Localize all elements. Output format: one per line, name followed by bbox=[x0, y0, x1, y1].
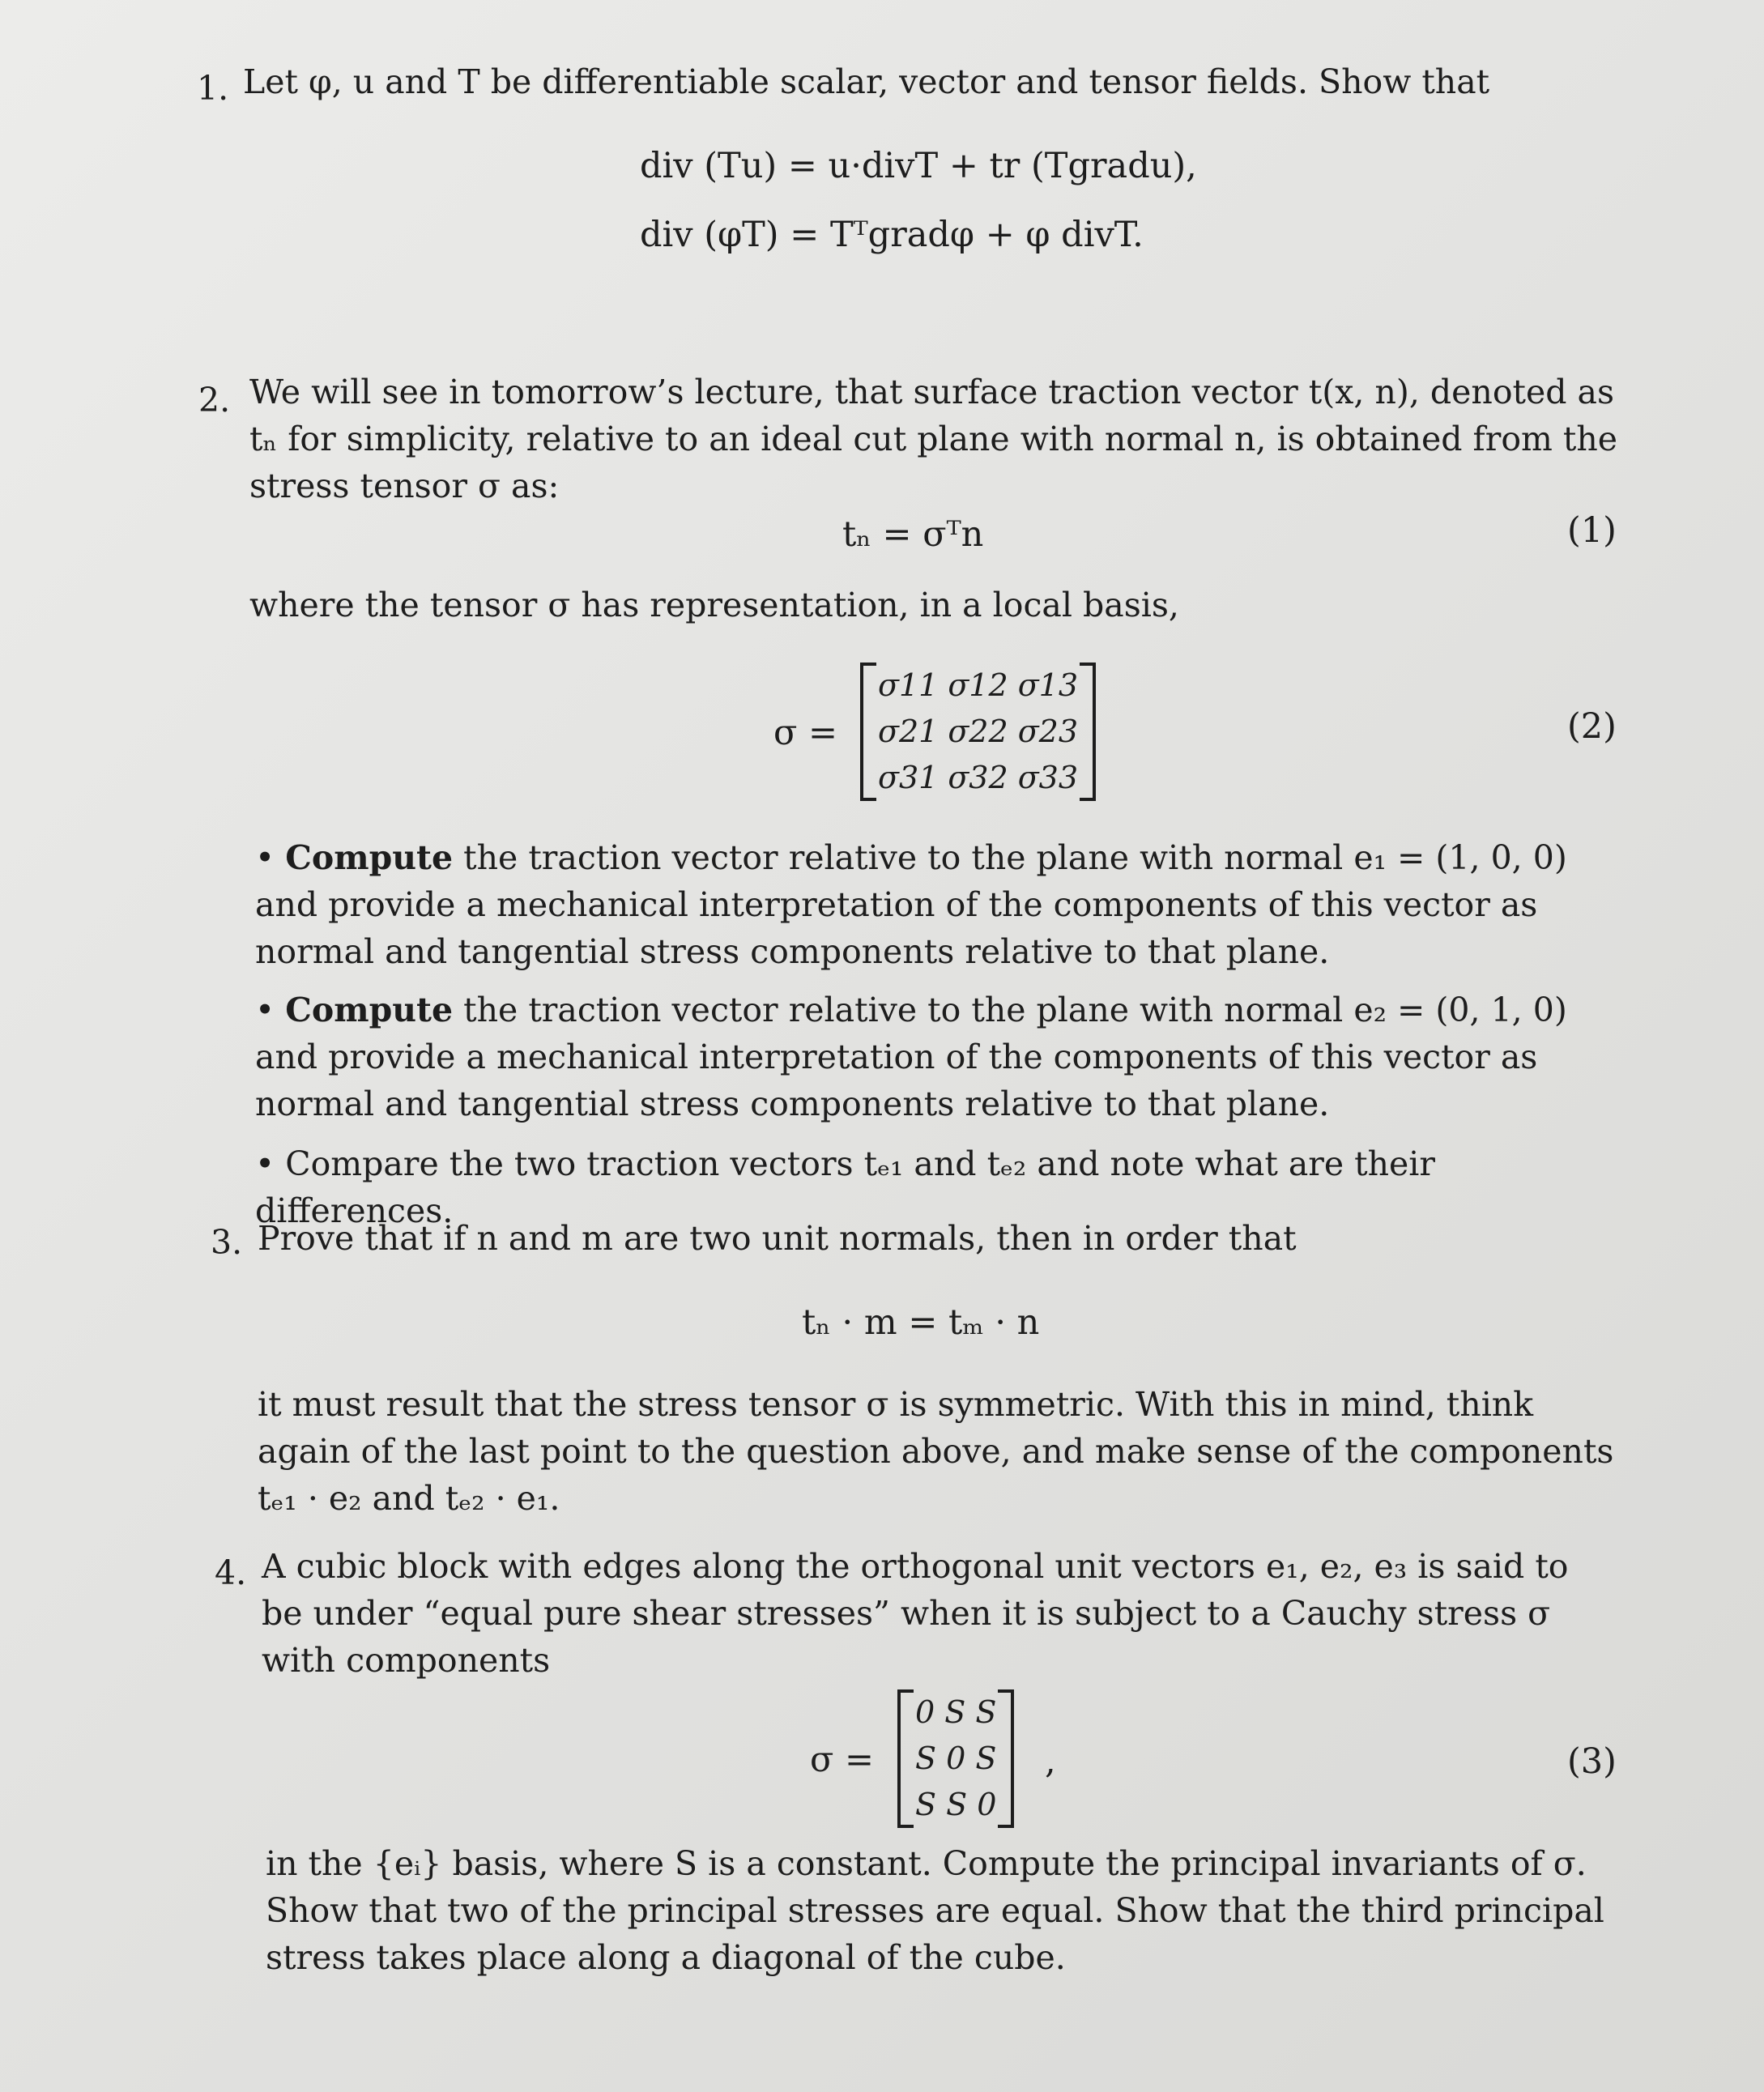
bullet-dot: • bbox=[255, 991, 286, 1029]
q2-text: We will see in tomorrow’s lecture, that surface traction vector t(x, n), denoted as tₙ for simplicity, relative to an ideal cut plane with normal n, is obtained from the stress tensor σ as: bbox=[249, 373, 1618, 505]
q4-equation-label: (3) bbox=[1567, 1741, 1617, 1782]
bullet-text: the traction vector relative to the plane with normal e₂ = (0, 1, 0) and provide a mechanical interpretation of the components of this vector as normal and tangential stress components relative to that plane. bbox=[255, 991, 1567, 1123]
q2-equation-1-label: (1) bbox=[1567, 510, 1617, 551]
q4-shear-matrix bbox=[897, 1689, 1014, 1828]
q1-number: 1. bbox=[197, 69, 229, 108]
q4-text: A cubic block with edges along the orthogonal unit vectors e₁, e₂, e₃ is said to be under “equal pure shear stresses” when it is subject to a Cauchy stress σ with components bbox=[262, 1547, 1569, 1680]
q2-bullet-1 bbox=[255, 834, 1616, 975]
q2-equation-1: tₙ = σᵀn bbox=[842, 514, 984, 555]
matrix-row: S S 0 bbox=[915, 1787, 997, 1822]
q1-equation-1: div (Tu) = u·divT + tr (Tgradu), bbox=[640, 146, 1197, 186]
q2-stress-matrix bbox=[860, 663, 1096, 801]
matrix-row: σ21 σ22 σ23 bbox=[878, 714, 1079, 749]
q1-equation-2: div (φT) = Tᵀgradφ + φ divT. bbox=[640, 215, 1144, 255]
bullet-bold-word: Compute bbox=[285, 991, 454, 1029]
q3-text: Prove that if n and m are two unit normals, then in order that bbox=[258, 1219, 1297, 1258]
q4-matrix-lhs: σ = bbox=[810, 1740, 875, 1780]
q2-text-2: where the tensor σ has representation, in a local basis, bbox=[249, 586, 1179, 624]
bullet-text: Compare the two traction vectors tₑ₁ and tₑ₂ and note what are their differences. bbox=[255, 1144, 1436, 1230]
q2-number: 2. bbox=[198, 381, 231, 420]
matrix-row: σ11 σ12 σ13 bbox=[878, 667, 1079, 703]
bullet-bold-word: Compute bbox=[285, 838, 454, 877]
q3-number: 3. bbox=[211, 1223, 243, 1262]
q4-text-2: in the {eᵢ} basis, where S is a constant. Compute the principal invariants of σ. Show that two of the principal stresses are equal. Show that the third principal stress takes place along a diagonal of the cube. bbox=[266, 1844, 1604, 1977]
q1-text: Let φ, u and T be differentiable scalar, vector and tensor fields. Show that bbox=[243, 62, 1490, 101]
q2-matrix-lhs: σ = bbox=[773, 713, 838, 753]
matrix-right-bracket bbox=[1080, 663, 1096, 801]
q4-number: 4. bbox=[215, 1553, 247, 1592]
matrix-left-bracket bbox=[897, 1689, 914, 1828]
bullet-text: the traction vector relative to the plane with normal e₁ = (1, 0, 0) and provide a mechanical interpretation of the components of this vector as normal and tangential stress components relative to that plane. bbox=[255, 838, 1567, 971]
bullet-dot: • bbox=[255, 1144, 286, 1183]
matrix-row: 0 S S bbox=[915, 1694, 997, 1730]
matrix-row: S 0 S bbox=[915, 1740, 997, 1776]
q4-matrix-suffix: , bbox=[1045, 1741, 1056, 1782]
matrix-right-bracket bbox=[998, 1689, 1014, 1828]
q2-bullet-2 bbox=[255, 986, 1616, 1127]
bullet-dot: • bbox=[255, 838, 286, 877]
matrix-row: σ31 σ32 σ33 bbox=[878, 760, 1079, 795]
q2-equation-2-label: (2) bbox=[1567, 706, 1617, 747]
q3-text-2: it must result that the stress tensor σ is symmetric. With this in mind, think again of the last point to the question above, and make sense of the components tₑ₁ · e₂ and tₑ₂ · e₁. bbox=[258, 1385, 1614, 1518]
matrix-left-bracket bbox=[860, 663, 876, 801]
q3-equation: tₙ · m = tₘ · n bbox=[802, 1302, 1040, 1343]
